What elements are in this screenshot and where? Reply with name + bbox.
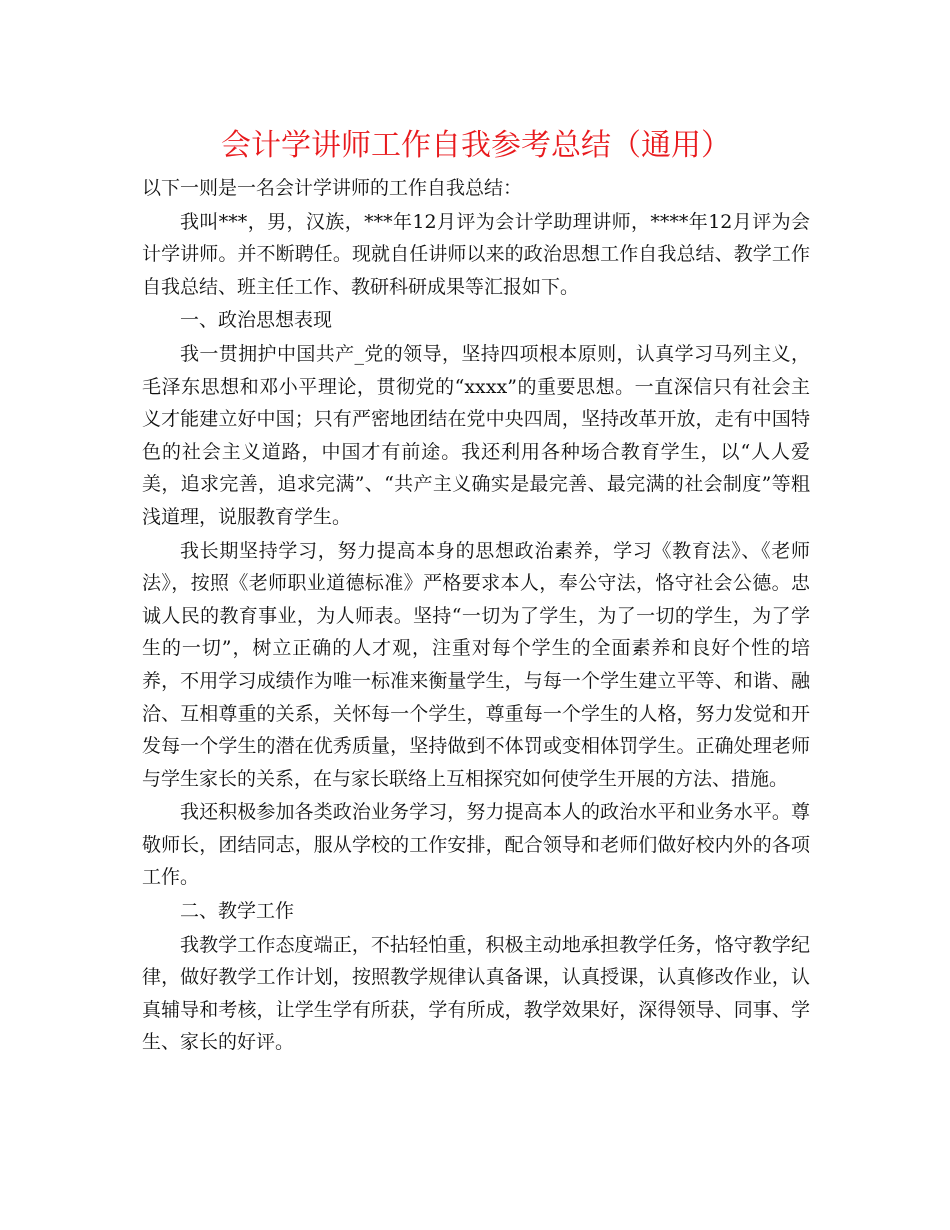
section-heading-political: 一、政治思想表现 [180, 309, 333, 332]
intro-paragraph: 以下一则是一名会计学讲师的工作自我总结： [142, 177, 523, 199]
self-introduction-paragraph: 我叫***，男，汉族，***年12月评为会计学助理讲师，****年12月评为会计学讲师。并不断聘任。现就自任讲师以来的政治思想工作自我总结、教学工作自我总结、班主任工作、教研科研成果等汇报如下。 [142, 210, 810, 298]
political-paragraph-3: 我还积极参加各类政治业务学习，努力提高本人的政治水平和业务水平。尊敬师长，团结同志，服从学校的工作安排，配合领导和老师们做好校内外的各项工作。 [142, 801, 810, 889]
teaching-paragraph-1: 我教学工作态度端正，不拈轻怕重，积极主动地承担教学任务，恪守教学纪律，做好教学工作计划，按照教学规律认真备课，认真授课，认真修改作业，认真辅导和考核，让学生学有所获，学有所成，教学效果好，深得领导、同事、学生、家长的好评。 [142, 933, 810, 1054]
political-paragraph-2: 我长期坚持学习，努力提高本身的思想政治素养，学习《教育法》、《老师法》，按照《老师职业道德标准》严格要求本人，奉公守法，恪守社会公德。忠诚人民的教育事业，为人师表。坚持“一切为了学生，为了一切的学生，为了学生的一切”，树立正确的人才观，注重对每个学生的全面素养和良好个性的培养，不用学习成绩作为唯一标准来衡量学生，与每一个学生建立平等、和谐、融洽、互相尊重的关系，关怀每一个学生，尊重每一个学生的人格，努力发觉和开发每一个学生的潜在优秀质量，坚持做到不体罚或变相体罚学生。正确处理老师与学生家长的关系，在与家长联络上互相探究如何使学生开展的方法、措施。 [142, 539, 810, 790]
document-title: 会计学讲师工作自我参考总结（通用） [221, 128, 731, 163]
political-paragraph-1: 我一贯拥护中国共产_党的领导，坚持四项根本原则，认真学习马列主义，毛泽东思想和邓小平理论，贯彻党的“xxxx”的重要思想。一直深信只有社会主义才能建立好中国；只有严密地团结在党中央四周，坚持改革开放，走有中国特色的社会主义道路，中国才有前途。我还利用各种场合教育学生，以“人人爱美，追求完善，追求完满”、“共产主义确实是最完善、最完满的社会制度”等粗浅道理，说服教育学生。 [142, 342, 810, 528]
section-heading-teaching: 二、教学工作 [180, 900, 295, 923]
document-page [142, 124, 810, 1059]
